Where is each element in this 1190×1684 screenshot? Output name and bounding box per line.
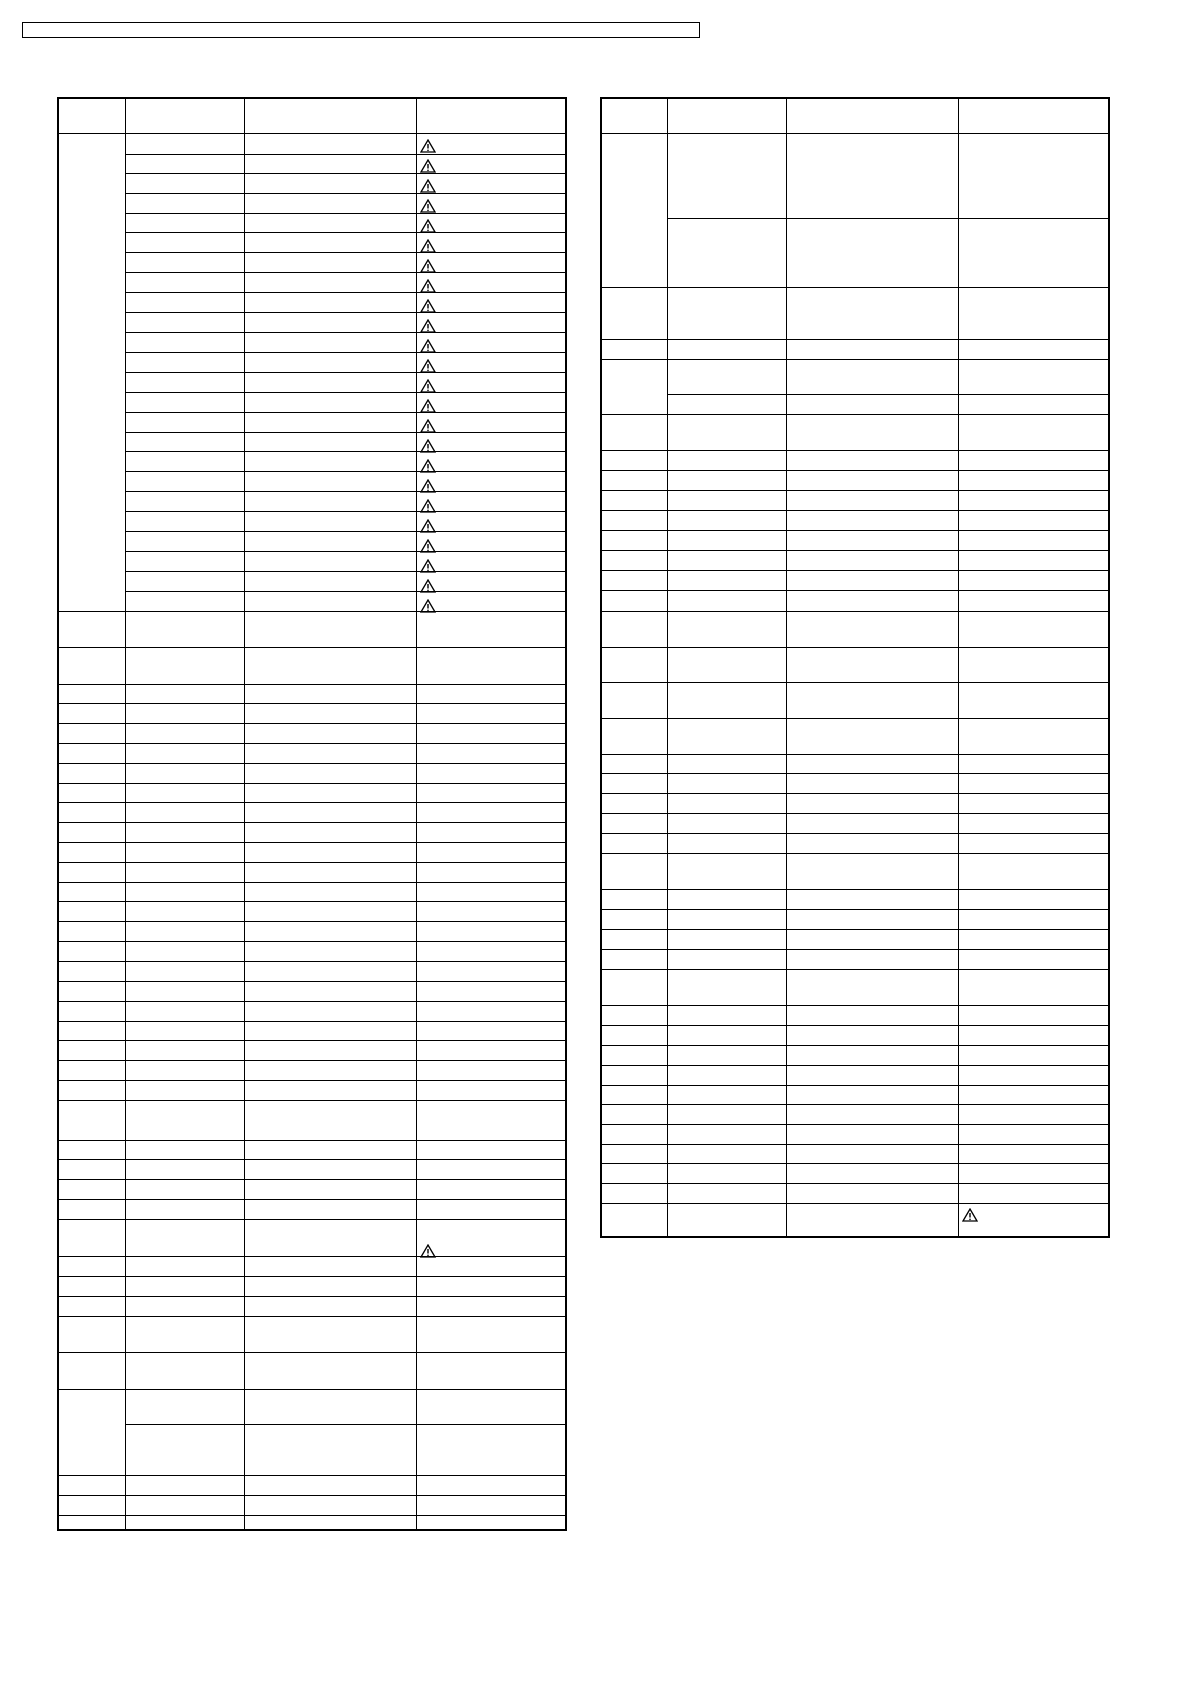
warning-triangle-icon [420,279,436,293]
row-divider [57,703,567,704]
row-divider [57,842,567,843]
parts-table-right [600,97,1110,1238]
row-divider [600,1045,1110,1046]
row-divider [57,1219,567,1220]
warning-triangle-icon [420,199,436,213]
row-divider [600,929,1110,930]
row-divider [600,793,1110,794]
row-divider [57,1021,567,1022]
row-divider [125,591,567,592]
row-divider [600,590,1110,591]
warning-triangle-icon [420,459,436,473]
row-divider [125,412,567,413]
row-divider [600,339,1110,340]
row-divider [125,173,567,174]
row-divider [57,941,567,942]
row-divider [57,1276,567,1277]
row-divider [600,1203,1110,1204]
row-divider [600,359,1110,360]
row-divider [57,1296,567,1297]
warning-triangle-icon [420,599,436,613]
row-divider [125,352,567,353]
row-divider [600,470,1110,471]
row-divider [125,272,567,273]
row-divider [125,252,567,253]
row-divider [57,1389,567,1390]
row-divider [57,1352,567,1353]
row-divider [125,213,567,214]
warning-triangle-icon [420,159,436,173]
row-divider [57,1256,567,1257]
row-divider [57,882,567,883]
row-divider [125,451,567,452]
row-divider [600,133,1110,134]
row-divider [57,1100,567,1101]
warning-triangle-icon [420,319,436,333]
warning-triangle-icon [420,1244,436,1258]
warning-triangle-icon [420,419,436,433]
row-divider [57,1040,567,1041]
row-divider [600,1025,1110,1026]
row-divider [600,718,1110,719]
row-divider [125,193,567,194]
row-divider [600,1104,1110,1105]
warning-triangle-icon [420,179,436,193]
row-divider [57,684,567,685]
row-divider [57,723,567,724]
row-divider [57,743,567,744]
column-divider [958,99,959,1238]
row-divider [600,647,1110,648]
row-divider [57,961,567,962]
warning-triangle-icon [420,579,436,593]
row-divider [57,1140,567,1141]
row-divider [125,432,567,433]
row-divider [600,813,1110,814]
row-divider [600,853,1110,854]
row-divider [600,682,1110,683]
row-divider [57,802,567,803]
warning-triangle-icon [420,539,436,553]
header-bar [22,22,700,38]
row-divider [57,763,567,764]
row-divider [57,921,567,922]
row-divider [600,1085,1110,1086]
row-divider [667,394,1110,395]
row-divider [600,969,1110,970]
row-divider [57,822,567,823]
row-divider [57,1001,567,1002]
row-divider [125,292,567,293]
row-divider [600,1183,1110,1184]
row-divider [125,531,567,532]
column-divider [667,99,668,1238]
row-divider [57,1159,567,1160]
row-divider [125,312,567,313]
warning-triangle-icon [420,299,436,313]
row-divider [600,1124,1110,1125]
column-divider [786,99,787,1238]
row-divider [57,981,567,982]
row-divider [57,647,567,648]
warning-triangle-icon [962,1208,978,1222]
warning-triangle-icon [420,439,436,453]
row-divider [125,232,567,233]
warning-triangle-icon [420,239,436,253]
row-divider [600,510,1110,511]
warning-triangle-icon [420,139,436,153]
row-divider [57,901,567,902]
row-divider [600,570,1110,571]
row-divider [600,889,1110,890]
warning-triangle-icon [420,339,436,353]
warning-triangle-icon [420,379,436,393]
row-divider [667,218,1110,219]
warning-triangle-icon [420,519,436,533]
row-divider [57,1515,567,1516]
row-divider [125,571,567,572]
row-divider [600,287,1110,288]
row-divider [57,862,567,863]
row-divider [125,1424,567,1425]
row-divider [600,1144,1110,1145]
row-divider [600,773,1110,774]
warning-triangle-icon [420,559,436,573]
warning-triangle-icon [420,359,436,373]
row-divider [600,909,1110,910]
row-divider [125,392,567,393]
row-divider [57,1495,567,1496]
row-divider [57,1060,567,1061]
warning-triangle-icon [420,259,436,273]
row-divider [125,332,567,333]
warning-triangle-icon [420,479,436,493]
row-divider [57,1316,567,1317]
row-divider [57,1475,567,1476]
row-divider [600,1163,1110,1164]
row-divider [125,154,567,155]
row-divider [125,511,567,512]
row-divider [125,471,567,472]
parts-table-left [57,97,567,1531]
row-divider [600,754,1110,755]
row-divider [600,611,1110,612]
row-divider [600,450,1110,451]
row-divider [600,530,1110,531]
row-divider [57,1080,567,1081]
row-divider [57,133,567,134]
row-divider [600,1005,1110,1006]
row-divider [57,611,567,612]
row-divider [600,949,1110,950]
row-divider [600,550,1110,551]
row-divider [125,372,567,373]
warning-triangle-icon [420,219,436,233]
row-divider [57,783,567,784]
row-divider [125,551,567,552]
warning-triangle-icon [420,499,436,513]
row-divider [600,1065,1110,1066]
row-divider [125,491,567,492]
row-divider [600,833,1110,834]
row-divider [600,490,1110,491]
row-divider [600,414,1110,415]
row-divider [57,1179,567,1180]
row-divider [57,1199,567,1200]
warning-triangle-icon [420,399,436,413]
